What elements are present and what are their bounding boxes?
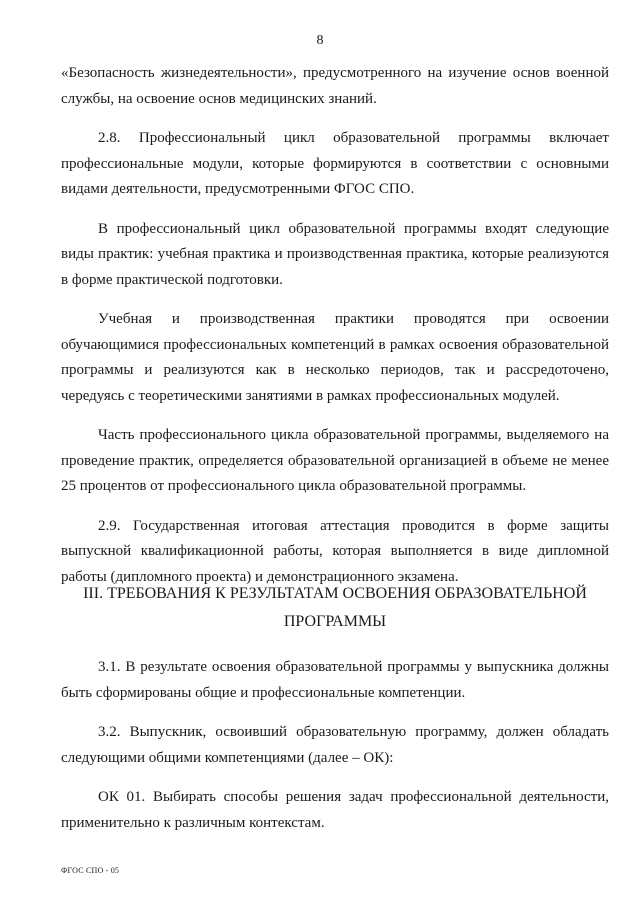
paragraph: Учебная и производственная практики проводятся при освоении обучающимися профессиональных компетенций в рамках освоения образовательной программы и реализуются как в несколько периодов, так и рассредоточено, чередуясь с теоретическими занятиями в рамках профессиональных модулей. [61, 311, 609, 404]
section-body [61, 655, 609, 850]
footer-code: ФГОС СПО - 05 [61, 866, 120, 875]
paragraph: Часть профессионального цикла образовательной программы, выделяемого на проведение практик, определяется образовательной организацией в объеме не менее 25 процентов от профессионального цикла образовательной программы. [61, 427, 609, 494]
paragraph: В профессиональный цикл образовательной программы входят следующие виды практик: учебная практика и производственная практика, которые реализуются в форме практической подготовки. [61, 220, 609, 288]
body-text [61, 61, 609, 604]
heading-line: III. ТРЕБОВАНИЯ К РЕЗУЛЬТАТАМ ОСВОЕНИЯ ОБРАЗОВАТЕЛЬНОЙ [83, 585, 587, 602]
paragraph: «Безопасность жизнедеятельности», предусмотренного на изучение основ военной службы, на освоение основ медицинских знаний. [61, 65, 609, 107]
paragraph: 2.9. Государственная итоговая аттестация проводится в форме защиты выпускной квалификационной работы, которая выполняется в виде дипломной работы (дипломного проекта) и демонстрационного экзамена. [61, 517, 609, 585]
paragraph: ОК 01. Выбирать способы решения задач профессиональной деятельности, применительно к различным контекстам. [61, 789, 609, 831]
paragraph: 3.1. В результате освоения образовательной программы у выпускника должны быть сформированы общие и профессиональные компетенции. [61, 659, 609, 701]
page-number: 8 [316, 33, 324, 48]
paragraph: 2.8. Профессиональный цикл образовательной программы включает профессиональные модули, которые формируются в соответствии с основными видами деятельности, предусмотренными ФГОС СПО. [61, 130, 609, 197]
section-heading [61, 580, 609, 636]
heading-line: ПРОГРАММЫ [283, 613, 387, 630]
paragraph: 3.2. Выпускник, освоивший образовательную программу, должен обладать следующими общими компетенциями (далее – ОК): [61, 724, 609, 766]
